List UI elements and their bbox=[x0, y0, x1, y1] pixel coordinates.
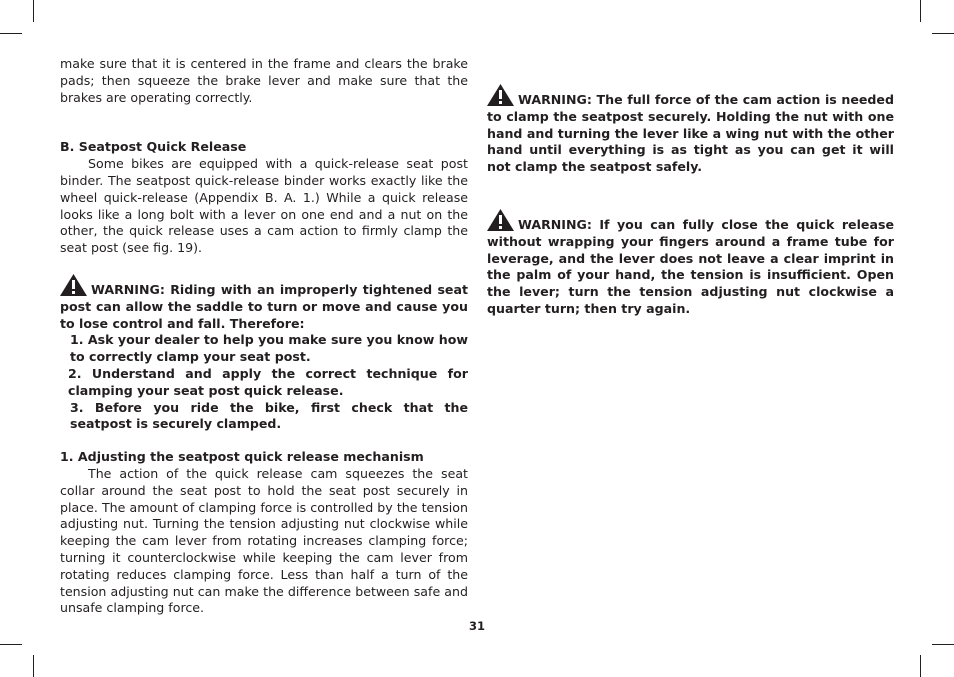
crop-mark bbox=[0, 644, 22, 645]
subsection-body: The action of the quick release cam squeezes the seat collar around the seat post to hold the seat post securely in place. The amount of clamping force is controlled by the tension adjusting nut. Turning the tension adjusting nut clockwise while keeping the cam lever from rotating increases clamping force; turning it counterclockwise while keeping the cam lever from rotating reduces clamping force. Less than half a turn of the tension adjusting nut can make the difference between safe and unsafe clamping force. bbox=[60, 465, 468, 616]
crop-mark bbox=[932, 33, 954, 34]
crop-mark bbox=[932, 644, 954, 645]
section-b-heading: B. Seatpost Quick Release bbox=[60, 139, 247, 155]
warning-1-item: 2. Understand and apply the correct technique for clamping your seat post quick release. bbox=[68, 365, 468, 398]
warning-3 bbox=[487, 209, 894, 318]
crop-mark bbox=[0, 33, 22, 34]
warning-triangle-icon bbox=[487, 209, 514, 231]
crop-mark bbox=[33, 655, 34, 677]
intro-paragraph: make sure that it is centered in the frame and clears the brake pads; then squeeze the brake lever and make sure that the brakes are operating correctly. bbox=[60, 56, 468, 105]
crop-mark bbox=[920, 655, 921, 677]
right-column bbox=[487, 84, 894, 318]
warning-1 bbox=[60, 274, 468, 332]
left-column bbox=[60, 56, 468, 617]
warning-triangle-icon bbox=[60, 274, 87, 296]
warning-1-text: WARNING: Riding with an improperly tightened seat post can allow the saddle to turn or move and cause you to lose control and fall. Therefore: bbox=[60, 281, 468, 331]
crop-mark bbox=[33, 0, 34, 22]
warning-1-item: 1. Ask your dealer to help you make sure you know how to correctly clamp your seat post. bbox=[70, 332, 469, 365]
warning-2-text: WARNING: The full force of the cam action is needed to clamp the seatpost securely. Holding the nut with one hand and turning the lever like a wing nut with the other hand until everything is as tight as you can get it will not clamp the seatpost safely. bbox=[487, 92, 894, 175]
warning-triangle-icon bbox=[487, 84, 514, 106]
crop-mark bbox=[920, 0, 921, 22]
subsection-heading: 1. Adjusting the seatpost quick release mechanism bbox=[60, 449, 424, 465]
warning-2 bbox=[487, 84, 894, 176]
section-b-body: Some bikes are equipped with a quick-release seat post binder. The seatpost quick-release binder works exactly like the wheel quick-release (Appendix B. A. 1.) While a quick release looks like a long bolt with a lever on one end and a nut on the other, the quick release uses a cam action to firmly clamp the seat post (see fig. 19). bbox=[60, 156, 468, 256]
page-number: 31 bbox=[468, 619, 485, 633]
warning-1-item: 3. Before you ride the bike, first check that the seatpost is securely clamped. bbox=[70, 399, 468, 432]
warning-3-text: WARNING: If you can fully close the quick release without wrapping your fingers around a frame tube for leverage, and the lever does not leave a clear imprint in the palm of your hand, the tension is insufficient. Open the lever; turn the tension adjusting nut clockwise a quarter turn; then try again. bbox=[487, 216, 894, 316]
